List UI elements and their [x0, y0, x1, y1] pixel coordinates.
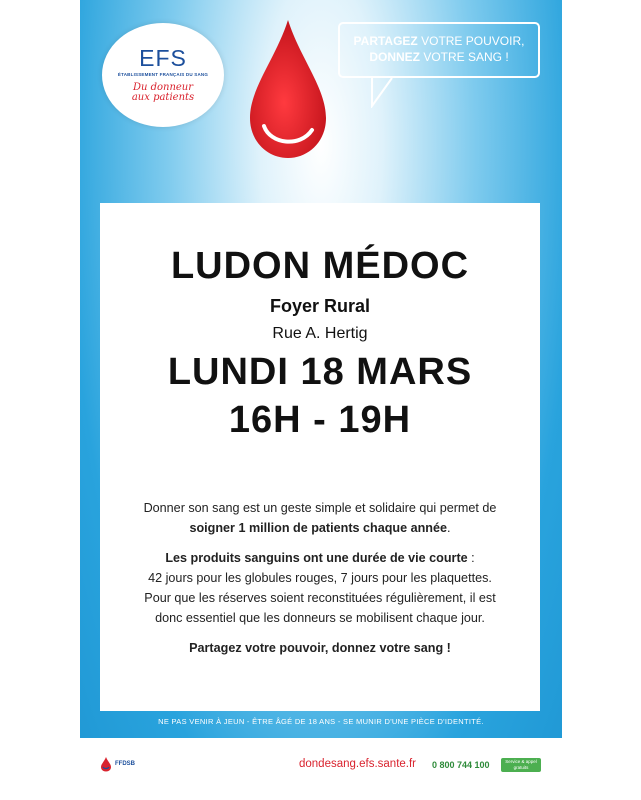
website-link[interactable]: dondesang.efs.sante.fr: [299, 758, 416, 770]
info-p1-end: .: [447, 521, 451, 535]
ffdsb-logo: [100, 756, 135, 772]
logo-mark: EFS: [139, 44, 187, 71]
event-card: [100, 203, 540, 711]
slogan-line1: [354, 34, 525, 50]
blood-drop-icon: [248, 18, 328, 166]
ffdsb-label: FFDSB: [115, 761, 135, 767]
info-highlight-patients: soigner 1 million de patients chaque année: [189, 521, 448, 535]
logo-tagline-line2: aux patients: [131, 92, 195, 103]
free-service-badge: [501, 758, 541, 772]
info-p1-line2: [130, 518, 510, 538]
phone-number: 0 800 744 100: [432, 760, 490, 770]
event-street: Rue A. Hertig: [272, 325, 368, 342]
event-venue: Foyer Rural: [269, 296, 371, 316]
slogan-power: VOTRE POUVOIR,: [417, 34, 525, 49]
slogan-line2: [369, 50, 508, 66]
event-hours: 16H - 19H: [228, 399, 412, 441]
event-date: LUNDI 18 MARS: [167, 351, 473, 393]
free-badge-line1: Service & appel: [505, 759, 537, 764]
event-city: LUDON MÉDOC: [170, 245, 470, 287]
info-p2-line1: [130, 548, 510, 568]
info-closing: Partagez votre pouvoir, donnez votre sang !: [189, 641, 451, 655]
slogan-give: DONNEZ: [369, 50, 420, 64]
bubble-tail: [368, 76, 398, 108]
logo-tagline-line1: Du donneur: [132, 81, 194, 93]
free-badge-line2: gratuits: [513, 765, 529, 770]
poster: [80, 0, 562, 800]
logo-subtitle: ÉTABLISSEMENT FRANÇAIS DU SANG: [117, 71, 209, 77]
slogan-bubble: [338, 22, 540, 78]
info-text: [130, 498, 510, 658]
slogan-blood: VOTRE SANG !: [419, 50, 509, 64]
info-p2-line2: 42 jours pour les globules rouges, 7 jours pour les plaquettes.: [148, 571, 492, 585]
slogan-share: PARTAGEZ: [353, 34, 418, 49]
info-p1-line1: Donner son sang est un geste simple et solidaire qui permet de: [143, 501, 497, 515]
requirements-notice: NE PAS VENIR À JEUN - ÊTRE ÂGÉ DE 18 ANS - SE MUNIR D'UNE PIÈCE D'IDENTITÉ.: [158, 717, 484, 726]
info-p2-line3: Pour que les réserves soient reconstituées régulièrement, il est: [144, 591, 496, 605]
ffdsb-drop-icon: [100, 756, 112, 772]
info-highlight-lifespan: Les produits sanguins ont une durée de vie courte: [165, 551, 468, 565]
efs-logo: [102, 23, 224, 127]
info-p2-line4: donc essentiel que les donneurs se mobilisent chaque jour.: [155, 611, 485, 625]
info-p2-colon: :: [467, 551, 475, 565]
footer: [80, 738, 562, 800]
